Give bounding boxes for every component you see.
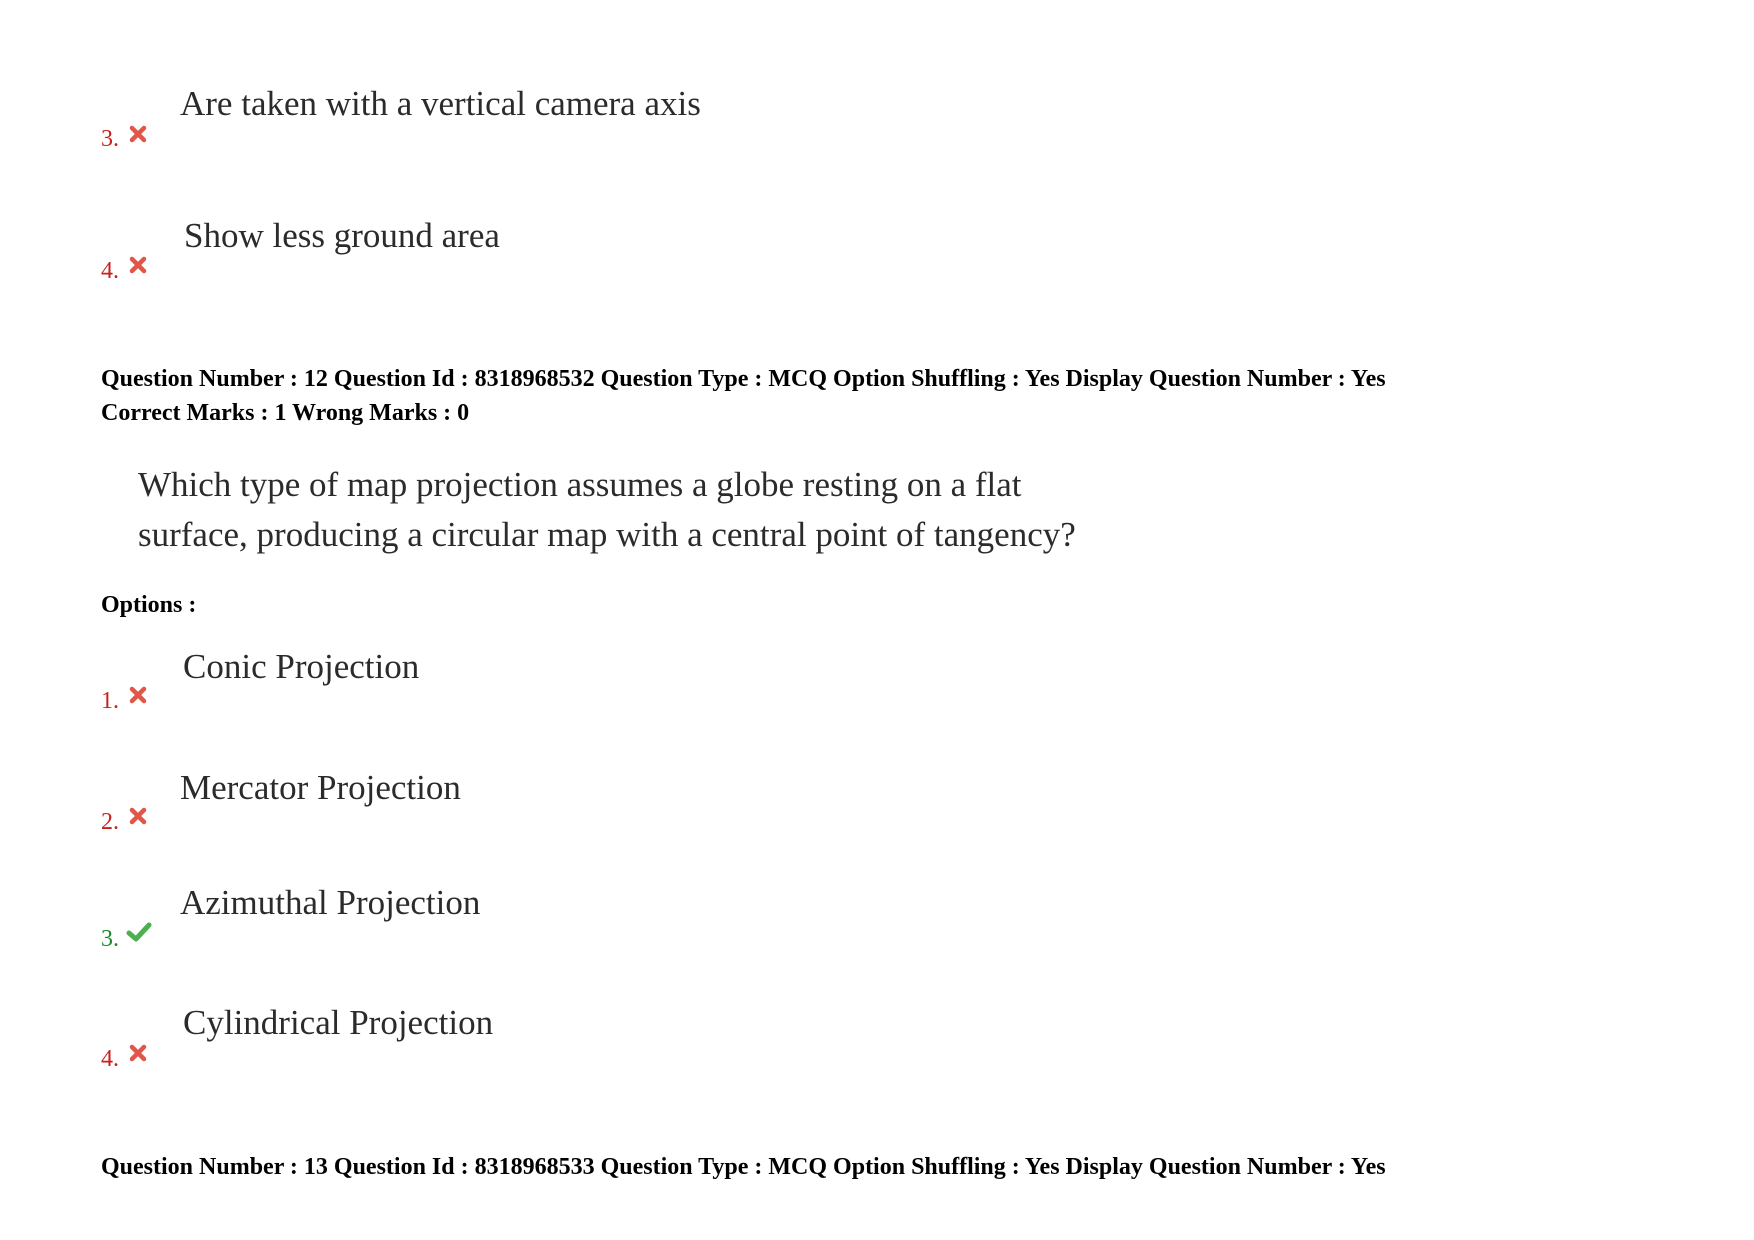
question-text-line: Which type of map projection assumes a globe resting on a flat: [138, 465, 1022, 504]
check-icon: [126, 921, 152, 943]
option-number: 3.: [101, 126, 119, 152]
option-number: 1.: [101, 688, 119, 714]
option-text: Are taken with a vertical camera axis: [180, 84, 701, 123]
cross-icon: [128, 685, 148, 705]
option-number: 3.: [101, 926, 119, 952]
option-number: 4.: [101, 1046, 119, 1072]
options-label: Options :: [101, 592, 197, 618]
cross-icon: [128, 124, 148, 144]
question-meta: Question Number : 13 Question Id : 8318968533 Question Type : MCQ Option Shuffling : Yes Display Question Number : Yes: [101, 1154, 1386, 1180]
cross-icon: [128, 255, 148, 275]
cross-icon: [128, 1043, 148, 1063]
option-text: Mercator Projection: [180, 768, 461, 807]
option-number: 2.: [101, 809, 119, 835]
question-meta: Question Number : 12 Question Id : 8318968532 Question Type : MCQ Option Shuffling : Yes Display Question Number : Yes: [101, 366, 1386, 392]
marks-meta: Correct Marks : 1 Wrong Marks : 0: [101, 400, 470, 426]
option-number: 4.: [101, 258, 119, 284]
question-text-line: surface, producing a circular map with a central point of tangency?: [138, 515, 1076, 554]
option-text: Cylindrical Projection: [183, 1003, 494, 1042]
option-text: Show less ground area: [184, 216, 500, 255]
option-text: Azimuthal Projection: [180, 883, 481, 922]
option-text: Conic Projection: [183, 647, 420, 686]
cross-icon: [128, 806, 148, 826]
